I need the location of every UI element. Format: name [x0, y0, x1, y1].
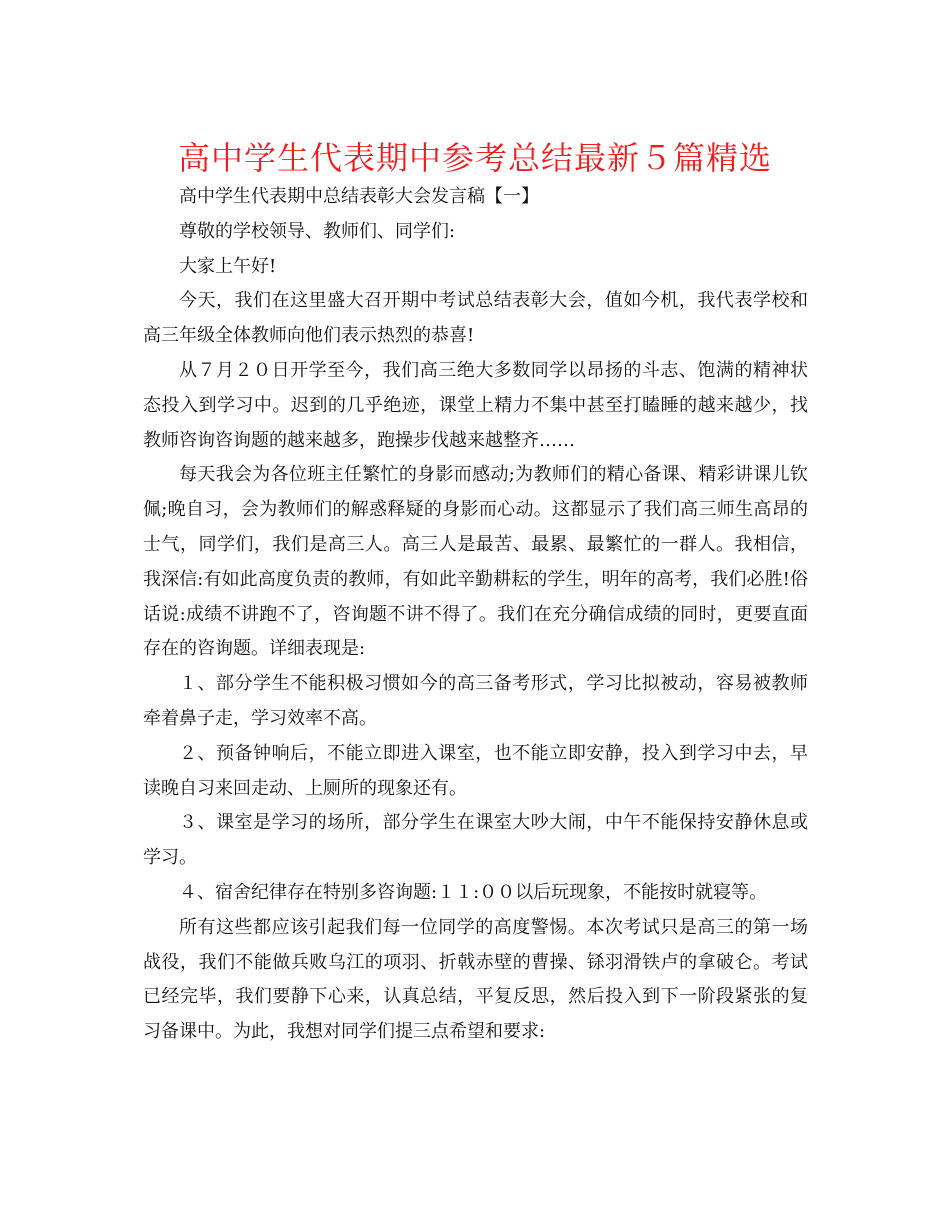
- paragraph-progress: 从７月２０日开学至今，我们高三绝大多数同学以昂扬的斗志、饱满的精神状态投入到学习中。迟到的几乎绝迹，课堂上精力不集中甚至打瞌睡的越来越少，找教师咨询咨询题的越来越多，跑操步伐越来越整齐……: [143, 359, 808, 451]
- paragraph-opening: 今天，我们在这里盛大召开期中考试总结表彰大会，值如今机，我代表学校和高三年级全体教师向他们表示热烈的恭喜!: [143, 290, 808, 347]
- paragraph-conclusion: 所有这些都应该引起我们每一位同学的高度警惕。本次考试只是高三的第一场战役，我们不能做兵败乌江的项羽、折戟赤壁的曹操、铩羽滑铁卢的拿破仑。考试已经完毕，我们要静下心来，认真总结，平复反思，然后投入到下一阶段紧张的复习备课中。为此，我想对同学们提三点希望和要求:: [143, 916, 808, 1043]
- problem-item-4: ４、宿舍纪律存在特别多咨询题:１１:００以后玩现象，不能按时就寝等。: [179, 881, 768, 903]
- document-body: [143, 180, 808, 1050]
- salutation: 尊敬的学校领导、教师们、同学们:: [179, 220, 456, 242]
- greeting: 大家上午好!: [179, 255, 277, 277]
- problem-item-1: １、部分学生不能积极习惯如今的高三备考形式，学习比拟被动，容易被教师牵着鼻子走，学习效率不高。: [143, 673, 808, 729]
- paragraph-praise: 每天我会为各位班主任繁忙的身影而感动;为教师们的精心备课、精彩讲课儿钦佩;晚自习，会为教师们的解惑释疑的身影而心动。这都显示了我们高三师生高昂的士气，同学们，我们是高三人。高三人是最苦、最累、最繁忙的一群人。我相信，我深信:有如此高度负责的教师，有如此辛勤耕耘的学生，明年的高考，我们必胜!俗话说:成绩不讲跑不了，咨询题不讲不得了。我们在充分确信成绩的同时，更要直面存在的咨询题。详细表现是:: [143, 464, 808, 660]
- problem-item-2: ２、预备钟响后，不能立即进入课室，也不能立即安静，投入到学习中去，早读晚自习来回走动、上厕所的现象还有。: [143, 742, 808, 799]
- speech-heading: 高中学生代表期中总结表彰大会发言稿【一】: [179, 186, 539, 207]
- document-title: 高中学生代表期中参考总结最新５篇精选: [177, 139, 772, 177]
- problem-item-3: ３、课室是学习的场所，部分学生在课室大吵大闹，中午不能保持安静休息或学习。: [143, 812, 808, 869]
